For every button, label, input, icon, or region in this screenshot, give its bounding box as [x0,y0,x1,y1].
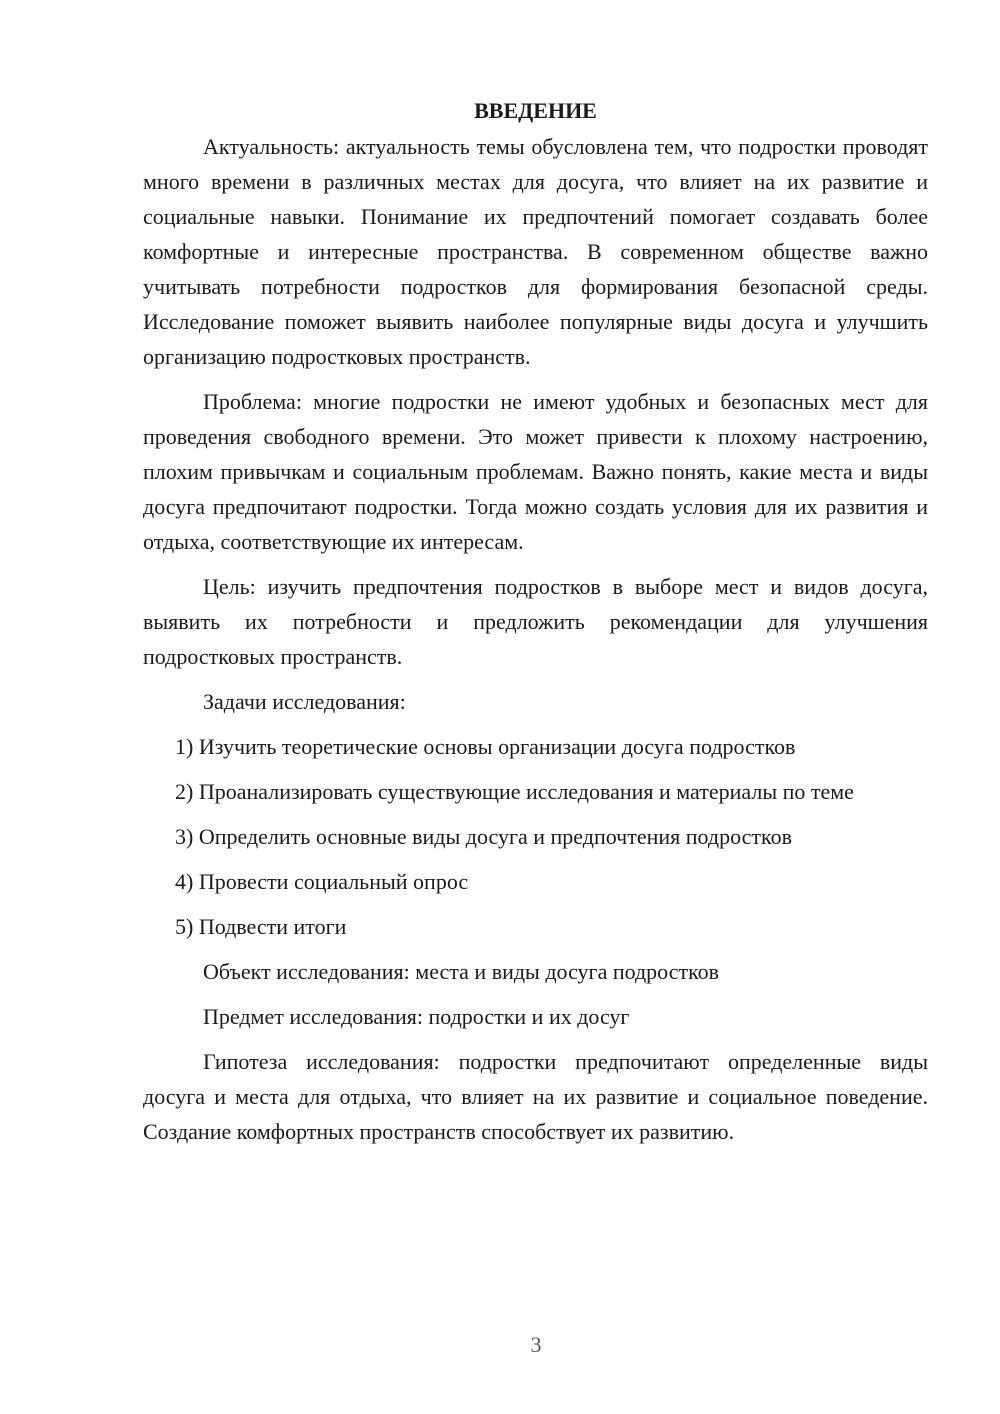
object-paragraph: Объект исследования: места и виды досуга подростков [203,959,720,984]
task-item-5: 5) Подвести итоги [175,914,347,939]
section-title: ВВЕДЕНИЕ [474,98,597,123]
task-item-2: 2) Проанализировать существующие исследования и материалы по теме [175,779,854,804]
task-item-3: 3) Определить основные виды досуга и предпочтения подростков [175,824,792,849]
tasks-heading: Задачи исследования: [203,689,406,714]
goal-paragraph: Цель: изучить предпочтения подростков в выборе мест и видов досуга, выявить их потребности и предложить рекомендации для улучшения подростковых пространств. [143,574,928,669]
problem-paragraph: Проблема: многие подростки не имеют удобных и безопасных мест для проведения свободного времени. Это может привести к плохому настроению, плохим привычкам и социальным проблемам. Важно понять, какие места и виды досуга предпочитают подростки. Тогда можно создать условия для их развития и отдыха, соответствующие их интересам. [143,389,928,554]
subject-paragraph: Предмет исследования: подростки и их досуг [203,1004,630,1029]
page-number: 3 [530,1332,542,1357]
page-content [143,93,928,1159]
task-item-4: 4) Провести социальный опрос [175,869,469,894]
hypothesis-paragraph: Гипотеза исследования: подростки предпочитают определенные виды досуга и места для отдыха, что влияет на их развитие и социальное поведение. Создание комфортных пространств способствует их развитию. [143,1049,928,1144]
relevance-paragraph: Актуальность: актуальность темы обусловлена тем, что подростки проводят много времени в различных местах для досуга, что влияет на их развитие и социальные навыки. Понимание их предпочтений помогает создавать более комфортные и интересные пространства. В современном обществе важно учитывать потребности подростков для формирования безопасной среды. Исследование поможет выявить наиболее популярные виды досуга и улучшить организацию подростковых пространств. [143,134,928,369]
task-item-1: 1) Изучить теоретические основы организации досуга подростков [175,734,796,759]
